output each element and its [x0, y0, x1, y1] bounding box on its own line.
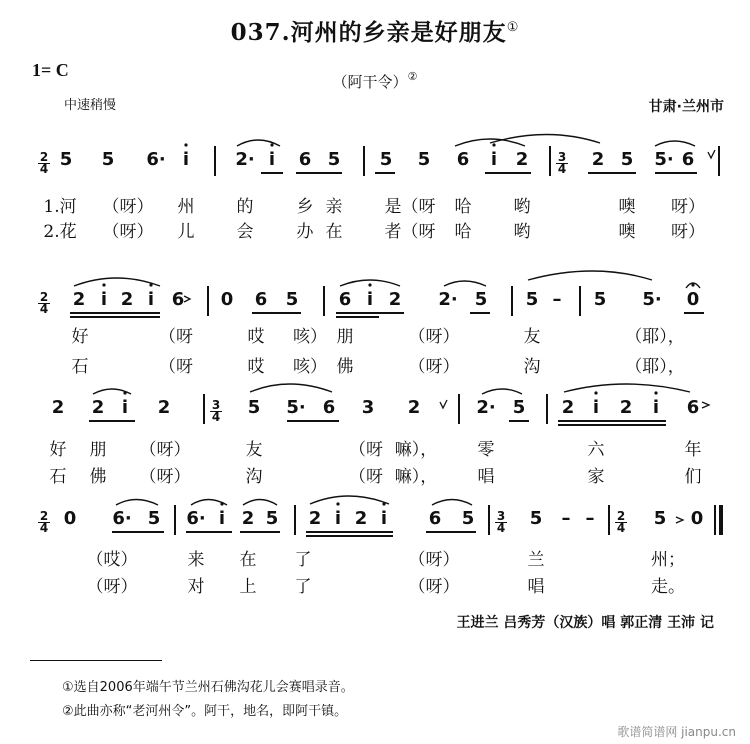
- note: 2: [591, 149, 605, 170]
- underline: [240, 531, 280, 533]
- note: 2·: [235, 149, 255, 170]
- note: i: [490, 149, 498, 170]
- note: i: [182, 149, 190, 170]
- octave-dot: [149, 283, 152, 286]
- staff-line-1: [0, 150, 750, 190]
- slur: [340, 280, 400, 286]
- note: 5: [529, 508, 543, 529]
- slur: [74, 278, 160, 286]
- underline: [306, 531, 393, 533]
- note: i: [100, 289, 108, 310]
- underline: [485, 172, 531, 174]
- time-signature: 3 4: [211, 398, 221, 424]
- underline: [336, 316, 379, 318]
- underline: [186, 531, 232, 533]
- note: 6·: [112, 508, 132, 529]
- underline: [588, 172, 636, 174]
- slur: [490, 135, 600, 144]
- song-title: 037.河州的乡亲是好朋友①: [230, 19, 520, 46]
- octave-dot: [368, 283, 371, 286]
- underline: [112, 531, 164, 533]
- note: 2: [241, 508, 255, 529]
- lyric-verse-1: （哎） 来 在 了 （呀） 兰 州；: [86, 550, 685, 570]
- performer-credit: 王进兰 吕秀芳（汉族）唱 郭正清 王沛 记: [456, 615, 714, 631]
- lyric-verse-2: 石 （呀 哎 咳） 佛 （呀） 沟 （耶），: [71, 357, 685, 377]
- lyric-verse-2: （呀） 对 上 了 （呀） 唱 走。: [86, 577, 685, 597]
- underline: [426, 531, 476, 533]
- note: i: [218, 508, 226, 529]
- note: 0: [63, 508, 77, 529]
- fermata-dot: [691, 283, 694, 286]
- underline: [336, 312, 404, 314]
- octave-dot: [654, 391, 657, 394]
- note: 5: [327, 149, 341, 170]
- note: –: [585, 508, 595, 529]
- note: i: [334, 508, 342, 529]
- octave-dot: [336, 502, 339, 505]
- staff-line-4: [0, 509, 750, 549]
- note: 5: [620, 149, 634, 170]
- note: 5·: [654, 149, 674, 170]
- slur: [116, 500, 158, 506]
- note: 0: [686, 289, 700, 310]
- note: 2: [388, 289, 402, 310]
- bar-line: [294, 505, 296, 535]
- note: 6·: [146, 149, 166, 170]
- underline: [470, 312, 490, 314]
- underline: [287, 420, 339, 422]
- underline: [558, 420, 666, 422]
- note: i: [652, 397, 660, 418]
- note: 5: [525, 289, 539, 310]
- bar-line: [203, 394, 205, 424]
- note: 2: [515, 149, 529, 170]
- note: 5: [101, 149, 115, 170]
- note: 2: [308, 508, 322, 529]
- song-region: 甘肃·兰州市: [648, 99, 724, 115]
- underline: [261, 172, 283, 174]
- time-signature: 2 4: [616, 509, 626, 535]
- note: 2: [561, 397, 575, 418]
- note: i: [268, 149, 276, 170]
- note: 2: [91, 397, 105, 418]
- slur: [455, 139, 525, 146]
- slur: [237, 140, 280, 146]
- slur: [93, 389, 131, 394]
- note: 6: [681, 149, 695, 170]
- lyric-verse-1: 好 （呀 哎 咳） 朋 （呀） 友 （耶），: [71, 327, 685, 347]
- bar-line: [546, 394, 548, 424]
- note: 6: [254, 289, 268, 310]
- note: 5·: [642, 289, 662, 310]
- time-signature: 2 4: [39, 150, 49, 176]
- bar-line: [323, 286, 325, 316]
- note: 6·: [186, 508, 206, 529]
- underline: [375, 172, 395, 174]
- note: 5: [247, 397, 261, 418]
- note: 5: [147, 508, 161, 529]
- time-signature: 2 4: [39, 509, 49, 535]
- underline: [684, 312, 704, 314]
- note: 0: [690, 508, 704, 529]
- slur: [432, 500, 472, 506]
- bar-line: [363, 146, 365, 176]
- note: 2: [120, 289, 134, 310]
- octave-dot: [270, 143, 273, 146]
- bar-line: [458, 394, 460, 424]
- lyric-verse-1: 好 朋 （呀） 友 （呀 嘛）， 零 六 年: [49, 440, 702, 460]
- time-signature: 3 4: [496, 509, 506, 535]
- note: 5: [474, 289, 488, 310]
- underline: [509, 420, 529, 422]
- note: i: [592, 397, 600, 418]
- note: 5: [285, 289, 299, 310]
- note: 2: [354, 508, 368, 529]
- key-signature: 1= C: [32, 60, 69, 80]
- slur: [243, 500, 277, 506]
- slur: [564, 384, 690, 392]
- note: 5: [461, 508, 475, 529]
- lyric-verse-2: 石 佛 （呀） 沟 （呀 嘛）， 唱 家 们: [49, 467, 702, 487]
- note: 2·: [476, 397, 496, 418]
- bar-line: [511, 286, 513, 316]
- fermata: [686, 283, 700, 288]
- note: 6: [338, 289, 352, 310]
- note: i: [147, 289, 155, 310]
- note: 5·: [286, 397, 306, 418]
- note: 6: [171, 289, 185, 310]
- footnote-divider: [30, 660, 162, 661]
- lyric-verse-2: 2.花 （呀） 儿 会 办 在 者（呀 哈 哟 噢 呀）: [43, 222, 705, 242]
- note: 5: [593, 289, 607, 310]
- note: i: [380, 508, 388, 529]
- note: 5: [417, 149, 431, 170]
- underline: [70, 316, 160, 318]
- note: 5: [59, 149, 73, 170]
- octave-dot: [184, 143, 187, 146]
- bar-line: [579, 286, 581, 316]
- time-signature: 2 4: [39, 290, 49, 316]
- note: 6: [322, 397, 336, 418]
- final-bar-thin: [714, 505, 716, 535]
- octave-dot: [123, 391, 126, 394]
- site-watermark: 歌谱简谱网 jianpu.cn: [617, 725, 736, 739]
- note: 5: [379, 149, 393, 170]
- underline: [655, 172, 697, 174]
- footnote-2: ②此曲亦称“老河州令”。阿干，地名，即阿干镇。: [62, 704, 348, 719]
- underline: [306, 535, 393, 537]
- note: 2: [72, 289, 86, 310]
- bar-line: [549, 146, 551, 176]
- note: –: [552, 289, 562, 310]
- bar-line: [174, 505, 176, 535]
- tempo-marking: 中速稍慢: [64, 98, 117, 113]
- note: 5: [265, 508, 279, 529]
- note: 6: [456, 149, 470, 170]
- bar-line: [214, 146, 216, 176]
- octave-dot: [102, 283, 105, 286]
- slur: [444, 281, 486, 286]
- note: 6: [298, 149, 312, 170]
- slur: [250, 384, 332, 392]
- slur: [310, 496, 389, 504]
- note: 2: [51, 397, 65, 418]
- slur: [655, 141, 695, 146]
- song-subtitle: （阿干令）②: [332, 70, 418, 91]
- note: 2: [407, 397, 421, 418]
- note: 2·: [438, 289, 458, 310]
- underline: [70, 312, 160, 314]
- octave-dot: [382, 502, 385, 505]
- final-bar-thick: [719, 505, 723, 535]
- octave-dot: [594, 391, 597, 394]
- note: i: [366, 289, 374, 310]
- lyric-verse-1: 1.河 （呀） 州 的 乡 亲 是（呀 哈 哟 噢 呀）: [43, 197, 705, 217]
- note: 3: [361, 397, 375, 418]
- underline: [296, 172, 342, 174]
- slur: [528, 271, 652, 280]
- underline: [252, 312, 301, 314]
- bar-line: [488, 505, 490, 535]
- slur: [482, 389, 522, 394]
- underline: [89, 420, 135, 422]
- bar-line: [718, 146, 720, 176]
- note: 2: [619, 397, 633, 418]
- note: 0: [220, 289, 234, 310]
- underline: [558, 424, 666, 426]
- octave-dot: [220, 502, 223, 505]
- bar-line: [608, 505, 610, 535]
- note: 2: [157, 397, 171, 418]
- staff-line-3: [0, 398, 750, 438]
- footnote-1: ①选自2006年端午节兰州石佛沟花儿会赛唱录音。: [62, 680, 354, 695]
- note: –: [561, 508, 571, 529]
- slur: [191, 500, 227, 506]
- note: 5: [653, 508, 667, 529]
- note: 6: [428, 508, 442, 529]
- bar-line: [207, 286, 209, 316]
- octave-dot: [492, 143, 495, 146]
- note: 6: [686, 397, 700, 418]
- time-signature: 3 4: [557, 150, 567, 176]
- note: 5: [512, 397, 526, 418]
- note: i: [121, 397, 129, 418]
